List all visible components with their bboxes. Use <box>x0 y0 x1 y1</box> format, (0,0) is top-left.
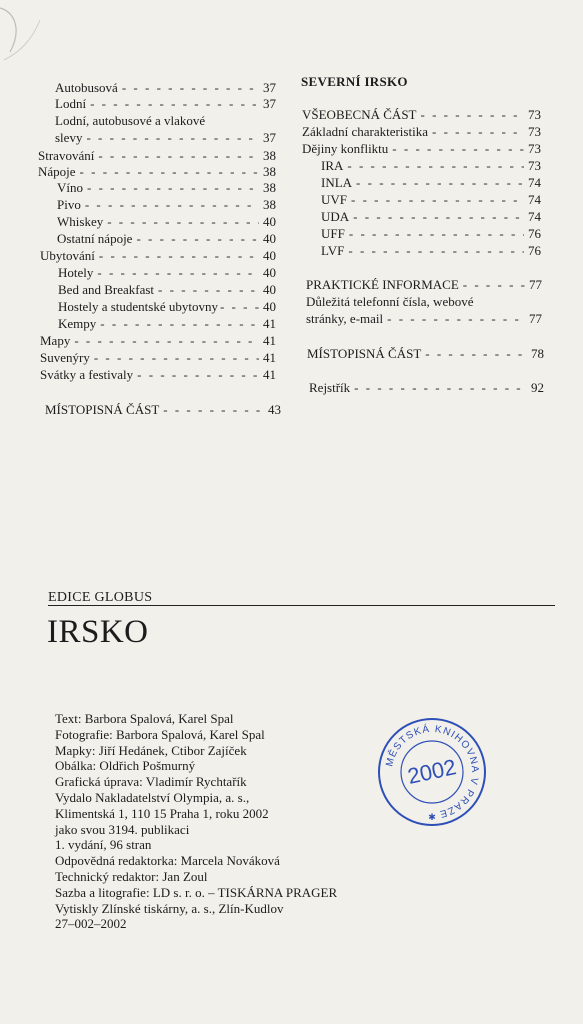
toc-entry: Dějiny konfliktu - - - 73 <box>302 141 541 157</box>
paper-crease <box>0 0 70 70</box>
colophon-line: Vytiskly Zlínské tiskárny, a. s., Zlín-Kudlov <box>55 900 284 916</box>
toc-entry: Hostely a studentské ubytovny - - - 40 <box>58 299 276 315</box>
book-title: IRSKO <box>47 614 149 650</box>
toc-entry: slevy - - - 37 <box>55 130 276 146</box>
toc-entry: Rejstřík - - - 92 <box>309 380 544 396</box>
toc-entry: Svátky a festivaly - - - 41 <box>40 367 276 383</box>
toc-entry: Hotely - - - 40 <box>58 265 276 281</box>
toc-section-entry: MÍSTOPISNÁ ČÁST - - - 43 <box>45 402 281 418</box>
toc-entry: Pivo - - - 38 <box>57 197 276 213</box>
toc-section-entry: PRAKTICKÉ INFORMACE - - - 77 <box>306 277 542 293</box>
colophon-line: 27–002–2002 <box>55 916 127 932</box>
colophon-line: Mapky: Jiří Hedánek, Ctibor Zajíček <box>55 742 247 758</box>
toc-entry: INLA - - - 74 <box>321 175 541 191</box>
colophon-line: Sazba a litografie: LD s. r. o. – TISKÁRNA PRAGER <box>55 884 338 900</box>
stamp-ring-text: MĚSTSKÁ KNIHOVNA V PRAZE <box>384 723 481 820</box>
toc-entry: stránky, e-mail - - - 77 <box>306 311 542 327</box>
toc-entry: Nápoje - - - 38 <box>38 164 276 180</box>
colophon-line: Grafická úprava: Vladimír Rychtařík <box>55 774 247 790</box>
toc-entry: UVF - - - 74 <box>321 192 541 208</box>
toc-entry: Ubytování - - - 40 <box>40 248 276 264</box>
toc-entry: Kempy - - - 41 <box>58 316 276 332</box>
colophon-line: Odpovědná redaktorka: Marcela Nováková <box>55 853 280 869</box>
toc-entry-text: Lodní, autobusové a vlakové <box>55 113 206 128</box>
toc-entry: UDA - - - 74 <box>321 209 541 225</box>
colophon <box>55 711 415 932</box>
toc-entry: Autobusová - - - 37 <box>55 80 276 96</box>
section-heading: SEVERNÍ IRSKO <box>301 74 408 89</box>
toc-entry: Ostatní nápoje - - - 40 <box>57 231 276 247</box>
colophon-line: Text: Barbora Spalová, Karel Spal <box>55 711 234 726</box>
toc-entry: IRA - - - 73 <box>321 158 541 174</box>
colophon-line: Vydalo Nakladatelství Olympia, a. s., <box>55 789 250 805</box>
library-stamp <box>376 716 488 828</box>
toc-entry: Mapy - - - 41 <box>40 333 276 349</box>
colophon-line: jako svou 3194. publikaci <box>55 821 190 837</box>
toc-entry-text: Důležitá telefonní čísla, webové <box>306 294 474 309</box>
toc-entry: Stravování - - - 38 <box>38 148 276 164</box>
toc-entry: LVF - - - 76 <box>321 243 541 259</box>
toc-entry: Základní charakteristika - - - 73 <box>302 124 541 140</box>
toc-section-entry: MÍSTOPISNÁ ČÁST - - - 78 <box>307 346 544 362</box>
stamp-year: 2002 <box>405 754 459 789</box>
toc-entry: Whiskey - - - 40 <box>57 214 276 230</box>
colophon-line: Fotografie: Barbora Spalová, Karel Spal <box>55 726 265 742</box>
toc-entry: UFF - - - 76 <box>321 226 541 242</box>
toc-entry: VŠEOBECNÁ ČÁST - - - 73 <box>302 107 541 123</box>
toc-entry: Bed and Breakfast - - - 40 <box>58 282 276 298</box>
title-rule <box>48 605 555 606</box>
colophon-line: 1. vydání, 96 stran <box>55 837 152 853</box>
colophon-line: Obálka: Oldřich Pošmurný <box>55 758 196 774</box>
series-name: EDICE GLOBUS <box>48 590 153 605</box>
colophon-line: Klimentská 1, 110 15 Praha 1, roku 2002 <box>55 805 269 821</box>
stamp-star-icon: ✱ <box>428 813 436 823</box>
colophon-line: Technický redaktor: Jan Zoul <box>55 868 208 884</box>
toc-entry: Suvenýry - - - 41 <box>40 350 276 366</box>
toc-entry: Víno - - - 38 <box>57 180 276 196</box>
toc-entry: Lodní - - - 37 <box>55 96 276 112</box>
